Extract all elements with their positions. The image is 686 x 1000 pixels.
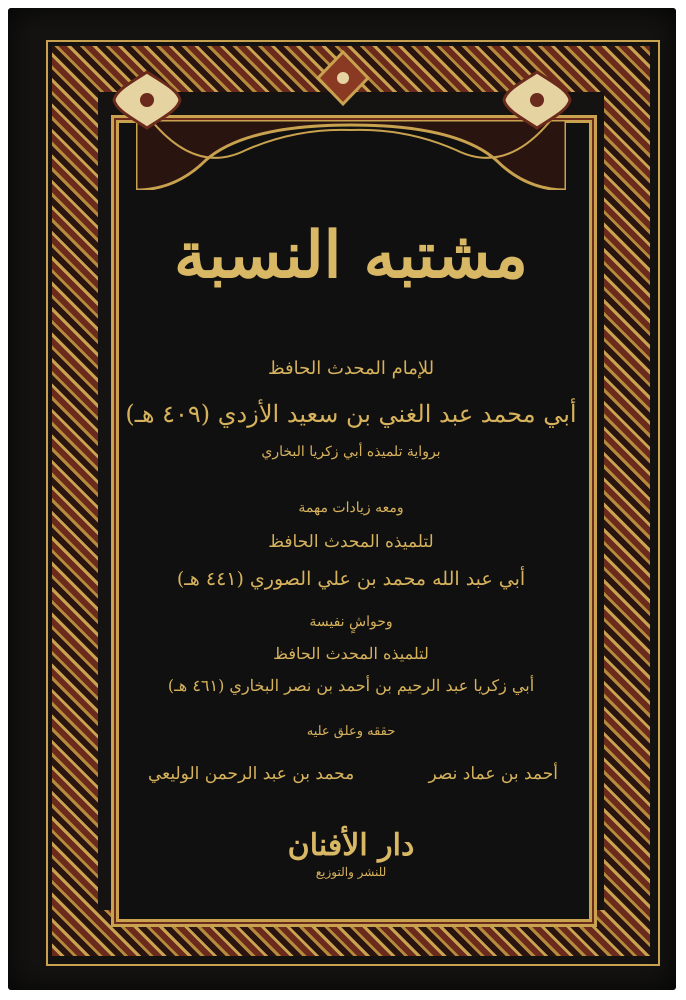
notes-line: وحواشٍ نفيسة (309, 614, 393, 630)
student-name-1: أبي عبد الله محمد بن علي الصوري (٤٤١ هـ) (176, 568, 526, 590)
editors (148, 764, 558, 784)
editor-2: محمد بن عبد الرحمن الوليعي (148, 764, 355, 784)
publisher-name: دار الأفنان (287, 828, 415, 863)
narration-line: برواية تلميذه أبي زكريا البخاري (261, 444, 441, 460)
student-honorific-1: لتلميذه المحدث الحافظ (268, 532, 434, 552)
book-title: مشتبه النسبة (174, 218, 528, 293)
corner-flower-icon (112, 70, 182, 130)
corner-flower-icon (502, 70, 572, 130)
top-center-ornament-icon (308, 48, 378, 108)
book-cover (8, 8, 676, 990)
editor-1: أحمد بن عماد نصر (428, 764, 558, 784)
additions-line: ومعه زيادات مهمة (298, 500, 404, 516)
publisher-logo (276, 828, 426, 879)
editing-credit: حققه وعلق عليه (306, 724, 396, 739)
author-name: أبي محمد عبد الغني بن سعيد الأزدي (٤٠٩ هـ) (125, 400, 577, 428)
student-name-2: أبي زكريا عبد الرحيم بن أحمد بن نصر البخاري (٤٦١ هـ) (167, 676, 535, 695)
arch-ornament-icon (136, 120, 566, 190)
author-honorific: للإمام المحدث الحافظ (267, 358, 435, 379)
student-honorific-2: لتلميذه المحدث الحافظ (273, 644, 429, 663)
publisher-subtitle: للنشر والتوزيع (315, 865, 387, 879)
